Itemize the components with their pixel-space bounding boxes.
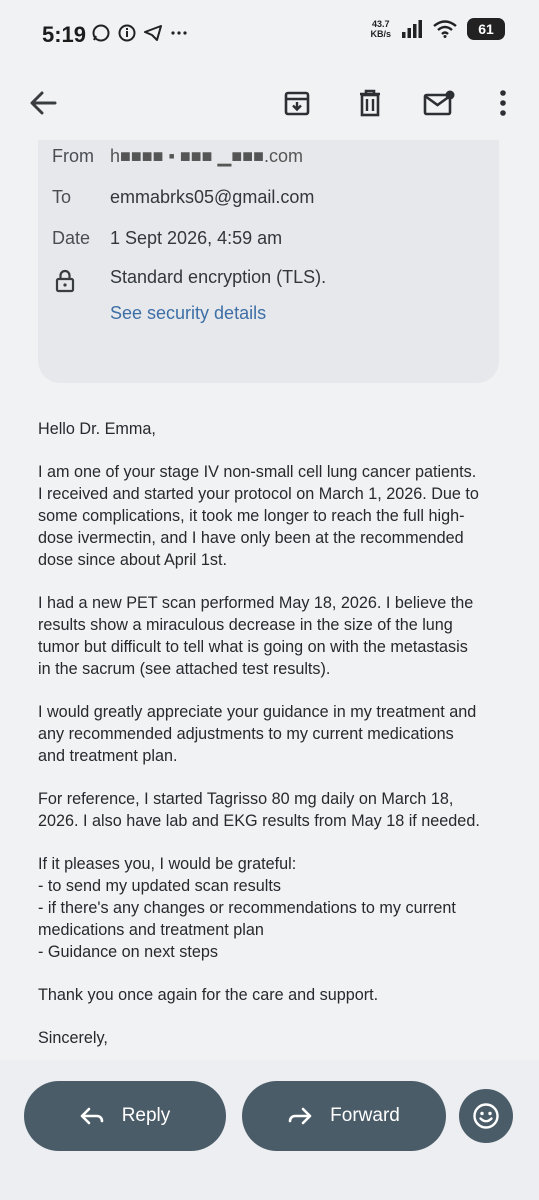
from-row [52, 146, 303, 167]
system-icons [370, 18, 505, 40]
reply-label: Reply [121, 1105, 171, 1126]
paragraph-1 [38, 461, 508, 571]
body-line: I am one of your stage IV non-small cell lung cancer patients. [38, 463, 477, 481]
encryption-text: Standard encryption (TLS). [110, 267, 327, 287]
from-value-redacted: h■■■■ ▪ ■■■ ▁■■■.com [110, 146, 303, 166]
network-speed [370, 19, 391, 39]
to-value: emmabrks05@gmail.com [110, 187, 315, 207]
mark-unread-button[interactable] [416, 80, 462, 126]
more-notifications-icon [170, 24, 188, 42]
date-label: Date [52, 228, 91, 248]
paragraph-3 [38, 701, 508, 767]
forward-icon [288, 1106, 312, 1126]
info-icon [118, 24, 136, 42]
from-label: From [52, 146, 94, 166]
body-line: any recommended adjustments to my current medications [38, 725, 454, 743]
archive-icon [284, 90, 310, 116]
status-bar [0, 0, 539, 66]
email-body [38, 418, 508, 1070]
body-line: tumor but difficult to tell what is going on with the metastasis [38, 638, 468, 656]
body-line: 2026. I also have lab and EKG results from May 18 if needed. [38, 812, 480, 830]
delete-button[interactable] [347, 80, 393, 126]
signal-icon [401, 20, 423, 38]
message-details-card [38, 140, 499, 383]
arrow-left-icon [29, 91, 57, 115]
paragraph-5 [38, 853, 508, 963]
notification-icons [92, 24, 188, 42]
body-line: medications and treatment plan [38, 921, 264, 939]
body-line: I received and started your protocol on March 1, 2026. Due to [38, 485, 479, 503]
archive-button[interactable] [274, 80, 320, 126]
forward-label: Forward [330, 1105, 400, 1126]
body-line: dose since about April 1st. [38, 551, 227, 569]
body-line: results show a miraculous decrease in the size of the lung [38, 616, 453, 634]
mail-unread-icon [423, 90, 455, 116]
date-row [52, 228, 283, 249]
paragraph-6: Thank you once again for the care and support. [38, 986, 379, 1004]
bottom-action-bar [0, 1060, 539, 1200]
wifi-icon [433, 20, 457, 38]
paragraph-2 [38, 592, 508, 680]
lock-icon [55, 269, 75, 293]
date-value: 1 Sept 2026, 4:59 am [110, 228, 283, 248]
see-security-details-link[interactable]: See security details [110, 303, 267, 323]
to-row [52, 187, 315, 208]
telegram-icon [144, 24, 162, 42]
battery-indicator: 61 [467, 18, 505, 40]
emoji-icon [472, 1102, 500, 1130]
body-line: in the sacrum (see attached test results). [38, 660, 331, 678]
body-line: dose ivermectin, and I have only been at the recommended [38, 529, 464, 547]
body-line: If it pleases you, I would be grateful: [38, 855, 297, 873]
reply-button[interactable] [24, 1081, 226, 1151]
body-line: - Guidance on next steps [38, 943, 218, 961]
more-vertical-icon [499, 90, 507, 116]
back-button[interactable] [20, 80, 66, 126]
reply-icon [80, 1106, 104, 1126]
trash-icon [358, 89, 382, 117]
greeting: Hello Dr. Emma, [38, 420, 156, 438]
network-speed-unit: KB/s [370, 29, 391, 39]
emoji-reaction-button[interactable] [459, 1089, 513, 1143]
forward-button[interactable] [242, 1081, 446, 1151]
body-line: - if there's any changes or recommendations to my current [38, 899, 456, 917]
closing: Sincerely, [38, 1029, 108, 1047]
whatsapp-icon [92, 24, 110, 42]
body-line: I had a new PET scan performed May 18, 2026. I believe the [38, 594, 474, 612]
body-line: and treatment plan. [38, 747, 178, 765]
status-time: 5:19 [42, 22, 87, 47]
to-label: To [52, 187, 72, 207]
paragraph-4 [38, 788, 508, 832]
body-line: some complications, it took me longer to reach the full high- [38, 507, 465, 525]
app-bar [0, 66, 539, 140]
network-speed-value: 43.7 [371, 19, 390, 29]
body-line: For reference, I started Tagrisso 80 mg daily on March 18, [38, 790, 454, 808]
body-line: - to send my updated scan results [38, 877, 281, 895]
body-line: I would greatly appreciate your guidance in my treatment and [38, 703, 477, 721]
more-options-button[interactable] [480, 80, 526, 126]
